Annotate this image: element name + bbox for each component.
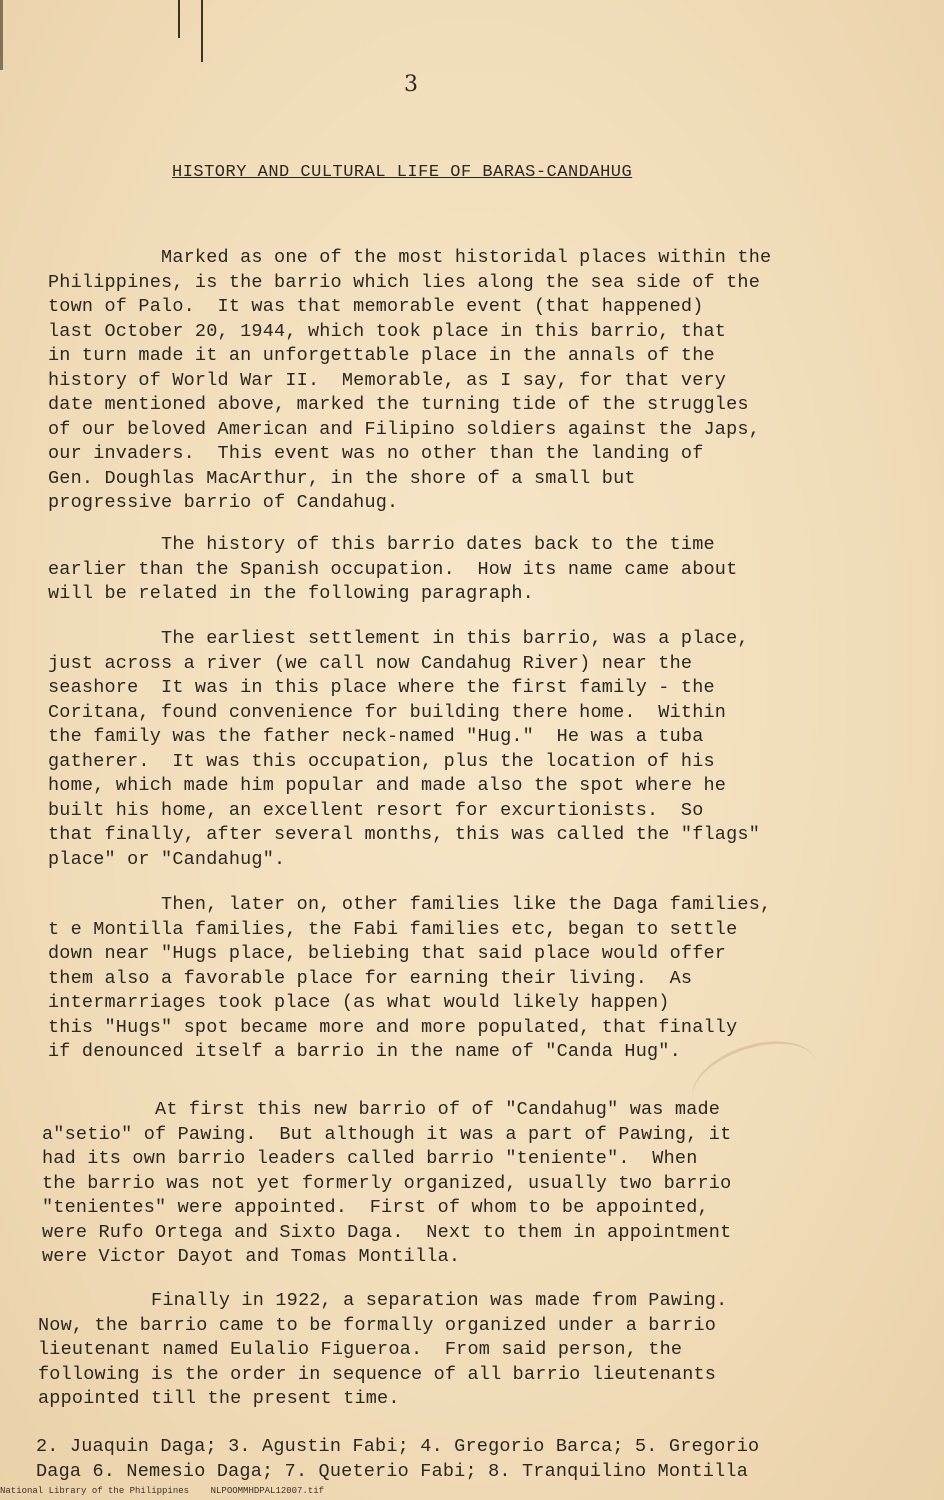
scan-footer: National Library of the Philippines NLPOOMMHDPAL12007.tif (0, 1486, 325, 1496)
paragraph-2: The history of this barrio dates back to the time earlier than the Spanish occupation. How its name came about will be related in the following paragraph. (48, 534, 738, 604)
paragraph-3: The earliest settlement in this barrio, was a place, just across a river (we call now Candahug River) near the seashore It was in this place where the first family - the Coritana, found convenience for building there home. Within the family was the father neck-named "Hug." He was a tuba gatherer. It was this occupation, plus the location of his home, which made him popular and made also the spot where he built his home, an excellent resort for excurtionists. So that finally, after several months, this was called the "flags" place" or "Candahug". (48, 628, 761, 870)
edge-mark (201, 0, 203, 62)
edge-mark (0, 0, 3, 70)
edge-mark (178, 0, 180, 38)
paragraph-1: Marked as one of the most historidal places within the Philippines, is the barrio which lies along the sea side of the town of Palo. It was that memorable event (that happened) last October 20, 1944, which took place in this barrio, that in turn made it an unforgettable place in the annals of the history of World War II. Memorable, as I say, for that very date mentioned above, marked the turning tide of the struggles of our beloved American and Filipino soldiers against the Japs, our invaders. This event was no other than the landing of Gen. Doughlas MacArthur, in the shore of a small but progressive barrio of Candahug. (48, 247, 772, 513)
paragraph-4: Then, later on, other families like the Daga families, t e Montilla families, the Fabi families etc, began to settle down near "Hugs place, beliebing that said place would offer them also a favorable place for earning their living. As intermarriages took place (as what would likely happen) this "Hugs" spot became more and more populated, that finally if denounced itself a barrio in the name of "Canda Hug". (48, 894, 772, 1062)
paragraph-5: At first this new barrio of of "Candahug" was made a"setio" of Pawing. But although it was a part of Pawing, it had its own barrio leaders called barrio "teniente". When the barrio was not yet formerly organized, usually two barrio "tenientes" were appointed. First of whom to be appointed, were Rufo Ortega and Sixto Daga. Next to them in appointment were Victor Dayot and Tomas Montilla. (42, 1099, 732, 1267)
page-number: 3 (404, 72, 418, 97)
lieutenant-list: 2. Juaquin Daga; 3. Agustin Fabi; 4. Gregorio Barca; 5. Gregorio Daga 6. Nemesio Daga; 7. Queterio Fabi; 8. Tranquilino Montilla (36, 1436, 760, 1482)
document-title: HISTORY AND CULTURAL LIFE OF BARAS-CANDAHUG (172, 163, 633, 182)
paragraph-6: Finally in 1922, a separation was made from Pawing. Now, the barrio came to be formally organized under a barrio lieutenant named Eulalio Figueroa. From said person, the following is the order in sequence of all barrio lieutenants appointed till the present time. (38, 1290, 728, 1409)
